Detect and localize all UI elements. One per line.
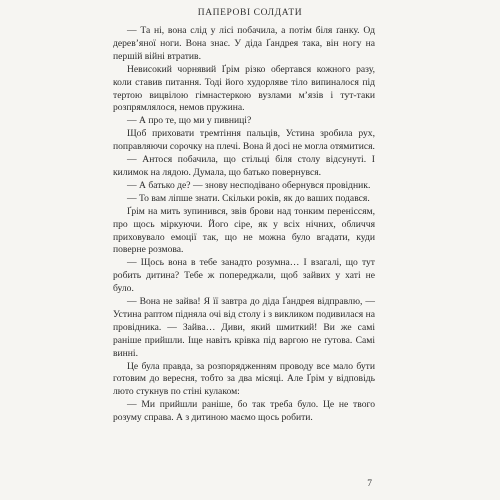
paragraph: Щоб приховати тремтіння пальців, Устина зробила рух, поправляючи сорочку на плечі. Вона й досі не могла отямитися. [113,128,375,153]
paragraph: — Та ні, вона слід у лісі побачила, а потім біля ґанку. Од дерев’яної ноги. Вона знає. У діда Ґандрея така, він ногу на першій війні втратив. [113,25,375,62]
paragraph: — Ми прийшли раніше, бо так треба було. Це не твого розуму справа. А з дитиною маємо щось робити. [113,399,375,424]
page-number: 7 [367,479,372,489]
body-text [113,25,375,425]
paragraph: Невисокий чорнявий Ґрім різко обертався кожного разу, коли ставив питання. Тоді його худорляве тіло випиналося під тертою вицвілою гімнастеркою вузлами м’язів і тут-таки розпрямлялося, немов пружина. [113,63,375,114]
paragraph: — Щось вона в тебе занадто розумна… І взагалі, що тут робить дитина? Тебе ж попереджали, щоб зайвих у хаті не було. [113,257,375,295]
paragraph: — Антося побачила, що стільці біля столу відсунуті. І килимок на лядою. Думала, що батько повернувся. [113,154,375,178]
running-title: ПАПЕРОВІ СОЛДАТИ [197,8,303,18]
paragraph: Ґрім на мить зупинився, звів брови над тонким переніссям, про щось міркуючи. Його сіре, як у всіх нічних, обличчя приховувало емоції так, що не можна було вгадати, куди поверне розмова. [113,205,375,256]
paragraph: — А про те, що ми у пивниці? [127,115,252,127]
paragraph: — То вам ліпше знати. Скільки років, як до ваших подався. [127,192,370,204]
paragraph: — Вона не зайва! Я її завтра до діда Ґандрея відправлю, — Устина раптом підняла очі від столу і з викликом подивилася на провідника. — Зайва… Диви, який шмиткий! Ви же самі раніше прийшли. Іще навіть крівка під варгою не ґутова. Самі винні. [113,296,375,359]
paragraph: — А батько де? — знову несподівано обернувся провідник. [127,179,371,191]
paragraph: Це була правда, за розпорядженням проводу все мало бути готовим до вересня, тобто за два місяці. Але Ґрім у відповідь люто стукнув по стіні кулаком: [113,360,375,398]
